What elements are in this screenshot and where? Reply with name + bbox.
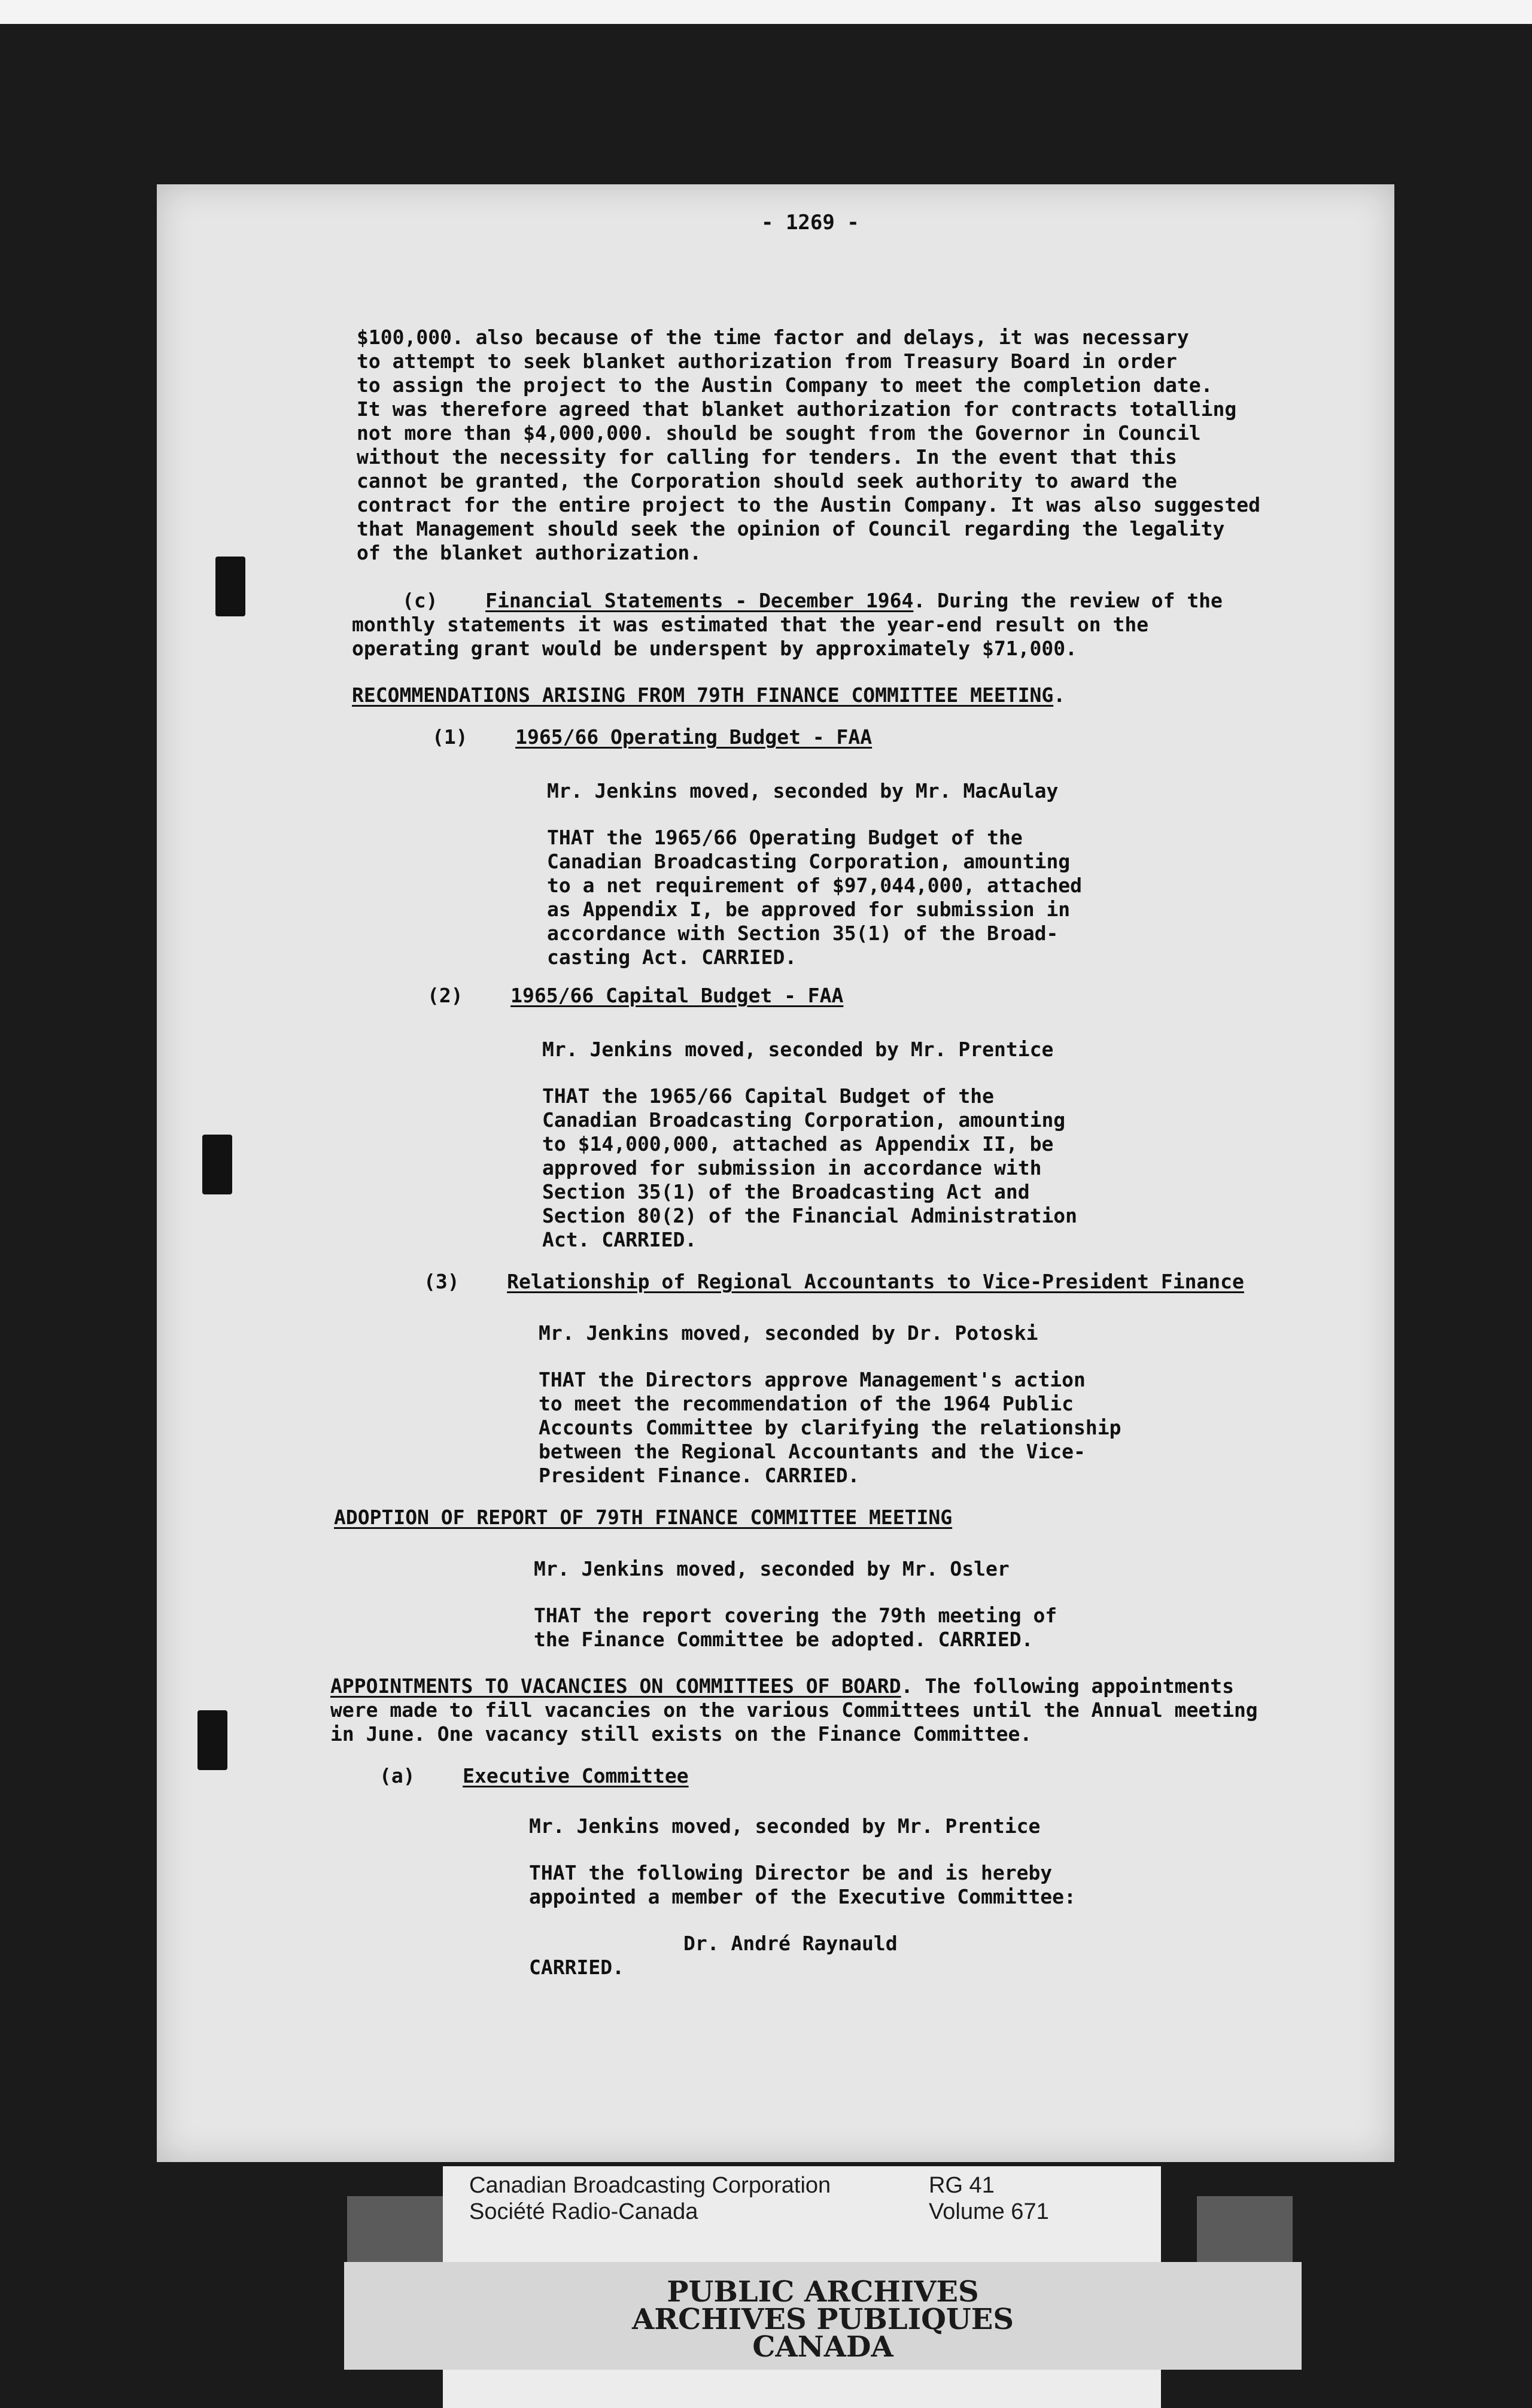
text-line: monthly statements it was estimated that the year-end result on the — [352, 613, 1149, 636]
text-line: Act. CARRIED. — [542, 1228, 697, 1251]
text-line: as Appendix I, be approved for submission in — [547, 898, 1071, 921]
item-heading: Relationship of Regional Accountants to Vice-President Finance — [507, 1270, 1244, 1293]
item-a-resolution — [529, 1861, 1076, 1909]
archive-volume: Volume 671 — [929, 2199, 1049, 2224]
archive-rg: RG 41 — [929, 2173, 995, 2198]
archive-org-en: Canadian Broadcasting Corporation — [469, 2173, 831, 2198]
text-line: to assign the project to the Austin Company to meet the completion date. — [357, 373, 1213, 397]
item-marker: (2) — [427, 984, 463, 1007]
text-line: casting Act. CARRIED. — [547, 945, 797, 969]
text-line: operating grant would be underspent by approximately $71,000. — [352, 637, 1077, 660]
item-heading: 1965/66 Operating Budget - FAA — [515, 725, 873, 749]
text-line: appointed a member of the Executive Committee: — [529, 1885, 1076, 1908]
rec3-heading-line — [424, 1270, 1244, 1294]
adoption-motion: Mr. Jenkins moved, seconded by Mr. Osler — [534, 1557, 1010, 1580]
text-line: THAT the 1965/66 Capital Budget of the — [542, 1084, 994, 1108]
text-line: in June. One vacancy still exists on the Finance Committee. — [330, 1722, 1032, 1746]
text-line: to a net requirement of $97,044,000, attached — [547, 874, 1083, 897]
text-line: $100,000. also because of the time factor and delays, it was necessary — [357, 326, 1189, 349]
appointments-text: . The following appointments — [901, 1674, 1234, 1698]
text-line: accordance with Section 35(1) of the Broad- — [547, 922, 1059, 945]
item-c-line — [402, 589, 1223, 613]
section-heading-adoption — [334, 1506, 952, 1530]
adoption-resolution — [534, 1604, 1057, 1652]
rec3-resolution — [539, 1368, 1121, 1488]
appointments-body — [330, 1698, 1258, 1746]
document-page — [157, 184, 1394, 2162]
text-line: THAT the 1965/66 Operating Budget of the — [547, 826, 1023, 849]
item-marker: (1) — [432, 725, 468, 749]
text-line: the Finance Committee be adopted. CARRIED. — [534, 1628, 1034, 1651]
text-line: Section 35(1) of the Broadcasting Act and — [542, 1180, 1030, 1203]
text-line: without the necessity for calling for tenders. In the event that this — [357, 445, 1177, 469]
section-heading-text: RECOMMENDATIONS ARISING FROM 79TH FINANCE COMMITTEE MEETING — [352, 683, 1054, 707]
mount-tab-left — [347, 2196, 443, 2262]
text-line: cannot be granted, the Corporation should seek authority to award the — [357, 469, 1177, 492]
item-a-motion: Mr. Jenkins moved, seconded by Mr. Prentice — [529, 1814, 1041, 1838]
binder-hole-marker — [215, 557, 245, 616]
text-line: to meet the recommendation of the 1964 Public — [539, 1392, 1074, 1415]
text-line: Canadian Broadcasting Corporation, amounting — [542, 1108, 1066, 1132]
text-line: contract for the entire project to the Austin Company. It was also suggested — [357, 493, 1260, 516]
section-heading-text: ADOPTION OF REPORT OF 79TH FINANCE COMMITTEE MEETING — [334, 1506, 953, 1529]
item-marker: (3) — [424, 1270, 460, 1293]
binder-hole-marker — [202, 1135, 232, 1194]
text-line: to $14,000,000, attached as Appendix II, be — [542, 1132, 1054, 1156]
rec2-heading-line — [427, 984, 843, 1008]
text-line: THAT the report covering the 79th meeting of — [534, 1604, 1057, 1627]
item-marker: (c) — [402, 589, 438, 612]
rec1-motion: Mr. Jenkins moved, seconded by Mr. MacAulay — [547, 779, 1059, 802]
item-c-body — [352, 613, 1148, 661]
item-marker: (a) — [379, 1764, 415, 1787]
item-a-heading-line — [379, 1764, 689, 1788]
text-line: to attempt to seek blanket authorization from Treasury Board in order — [357, 349, 1177, 373]
text-line: approved for submission in accordance with — [542, 1156, 1042, 1179]
item-text: . During the review of the — [913, 589, 1223, 612]
rec1-resolution — [547, 826, 1082, 969]
text-line: of the blanket authorization. — [357, 541, 702, 564]
text-line: President Finance. CARRIED. — [539, 1464, 860, 1487]
page-number: - 1269 - — [761, 211, 859, 235]
rec1-heading-line — [432, 725, 872, 749]
carried-text: CARRIED. — [529, 1956, 624, 1979]
archives-line-1: PUBLIC ARCHIVES — [667, 2275, 979, 2309]
item-heading: 1965/66 Capital Budget - FAA — [510, 984, 844, 1007]
archives-stamp — [344, 2262, 1302, 2370]
item-heading: Financial Statements - December 1964 — [485, 589, 914, 612]
archive-org-fr: Société Radio-Canada — [469, 2199, 698, 2224]
section-heading-text: APPOINTMENTS TO VACANCIES ON COMMITTEES OF BOARD — [330, 1674, 901, 1698]
section-heading-appointments — [330, 1674, 1234, 1698]
appointee-name: Dr. André Raynauld — [683, 1932, 898, 1955]
text-line: THAT the following Director be and is hereby — [529, 1861, 1053, 1884]
text-line: were made to fill vacancies on the various Committees until the Annual meeting — [330, 1698, 1258, 1722]
text-line: Accounts Committee by clarifying the relationship — [539, 1416, 1121, 1439]
archives-line-2: ARCHIVES PUBLIQUES — [632, 2303, 1014, 2336]
paragraph-blanket-authorization — [357, 326, 1260, 565]
rec2-motion: Mr. Jenkins moved, seconded by Mr. Prentice — [542, 1038, 1054, 1061]
section-heading-recommendations — [352, 683, 1065, 707]
text-line: Canadian Broadcasting Corporation, amounting — [547, 850, 1071, 873]
text-line: THAT the Directors approve Management's action — [539, 1368, 1086, 1391]
heading-punctuation: . — [1053, 683, 1066, 707]
mount-tab-right — [1197, 2196, 1293, 2262]
text-line: It was therefore agreed that blanket authorization for contracts totalling — [357, 397, 1237, 421]
scan-top-edge — [0, 0, 1532, 24]
item-heading: Executive Committee — [463, 1764, 689, 1787]
rec3-motion: Mr. Jenkins moved, seconded by Dr. Potoski — [539, 1321, 1038, 1345]
archives-line-3: CANADA — [752, 2330, 893, 2364]
text-line: that Management should seek the opinion of Council regarding the legality — [357, 517, 1225, 540]
text-line: between the Regional Accountants and the Vice- — [539, 1440, 1086, 1463]
binder-hole-marker — [197, 1710, 227, 1770]
rec2-resolution — [542, 1084, 1077, 1252]
text-line: not more than $4,000,000. should be sought from the Governor in Council — [357, 421, 1201, 445]
text-line: Section 80(2) of the Financial Administration — [542, 1204, 1078, 1227]
